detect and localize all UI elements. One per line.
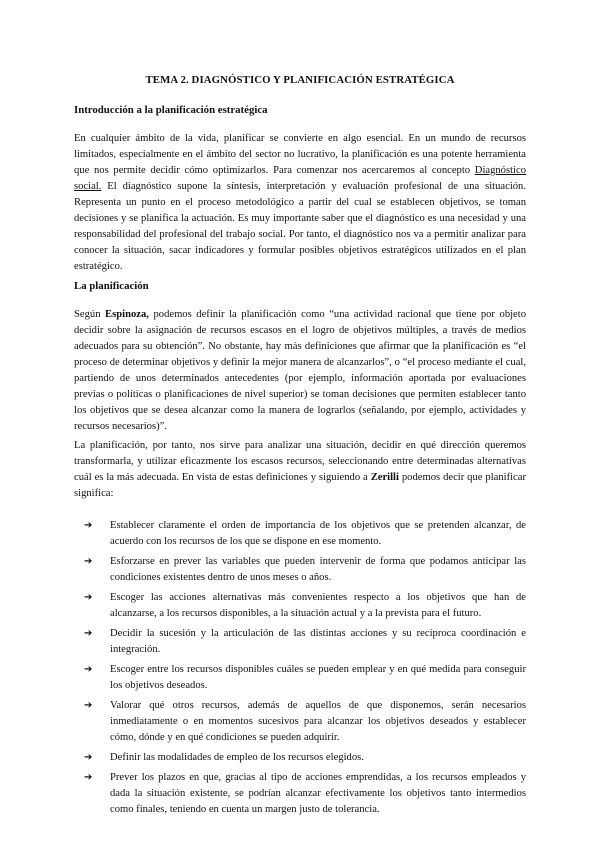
paragraph-introduccion <box>74 131 526 275</box>
list-item <box>84 554 526 586</box>
arrow-icon: ➔ <box>84 520 93 531</box>
author-zerilli: Zerilli <box>370 472 399 483</box>
arrow-icon: ➔ <box>84 556 93 567</box>
list-item <box>84 626 526 658</box>
list-item-text: Esforzarse en prever las variables que pueden intervenir de forma que podamos anticipar las condiciones existentes dentro de unos meses o años. <box>110 556 526 583</box>
arrow-icon: ➔ <box>84 664 93 675</box>
concept-diagnostico-social: Diagnóstico social. <box>74 165 526 192</box>
list-item-text: Escoger entre los recursos disponibles cuáles se pueden emplear y en qué medida para conseguir los objetivos deseados. <box>110 664 526 691</box>
paragraph-planificar <box>74 438 526 502</box>
list-item <box>84 518 526 550</box>
list-item <box>84 590 526 622</box>
list-item <box>84 698 526 746</box>
list-item-text: Establecer claramente el orden de importancia de los objetivos que se pretenden alcanzar, de acuerdo con los recursos de los que se dispone en ese momento. <box>110 520 526 547</box>
arrow-icon: ➔ <box>84 752 93 763</box>
arrow-icon: ➔ <box>84 700 93 711</box>
document-title: TEMA 2. DIAGNÓSTICO Y PLANIFICACIÓN ESTRATÉGICA <box>145 74 455 86</box>
section-heading-planificacion: La planificación <box>74 280 149 292</box>
list-item-text: Valorar qué otros recursos, además de aquellos de que disponemos, serán necesarios inmediatamente o en momentos sucesivos para alcanzar los objetivos deseados y establecer cómo, dónde y en qué condiciones se pueden adquirir. <box>110 700 526 743</box>
arrow-icon: ➔ <box>84 592 93 603</box>
paragraph-definicion <box>74 307 526 435</box>
paragraph-text: El diagnóstico supone la síntesis, interpretación y evaluación profesional de una situación. Representa un punto en el proceso metodológico a partir del cual se establecen objetivos, se toman decisiones y se planifica la actuación. Es muy importante saber que el diagnóstico es una necesidad y una responsabilidad del profesional del trabajo social. Por tanto, el diagnóstico nos va a permitir analizar para conocer la situación, sacar indicadores y formular posibles objetivos estratégicos utilizados en el plan estratégico. <box>74 181 526 272</box>
planificar-bullet-list <box>84 518 526 822</box>
paragraph-text: En cualquier ámbito de la vida, planificar se convierte en algo esencial. En un mundo de recursos limitados, especialmente en el ámbito del sector no lucrativo, la planificación es una potente herramienta que nos permite decidir cómo optimizarlos. Para comenzar nos acercaremos al concepto <box>74 133 526 176</box>
list-item <box>84 750 526 766</box>
author-espinoza: Espinoza, <box>105 309 149 320</box>
paragraph-text: podemos definir la planificación como “una actividad racional que tiene por objeto decidir sobre la asignación de recursos escasos en el logro de objetivos múltiples, a través de medios adecuados para su obtención”. No obstante, hay más definiciones que afirmar que la planificación es “el proceso de determinar objetivos y definir la mejor manera de alcanzarlos”, o “el proceso mediante el cual, partiendo de unos determinados antecedentes (por ejemplo, información aportada por evaluaciones previas o políticas o planificaciones de nivel superior) se toman decisiones que permiten establecer tanto los objetivos que se desea alcanzar como la manera de lograrlos (señalando, por ejemplo, actividades y recursos necesarios)”. <box>74 309 526 432</box>
arrow-icon: ➔ <box>84 772 93 783</box>
paragraph-text: podemos decir que planificar significa: <box>74 472 526 499</box>
arrow-icon: ➔ <box>84 628 93 639</box>
list-item-text: Prever los plazos en que, gracias al tipo de acciones emprendidas, a los recursos empleados y dada la situación existente, se podrían alcanzar efectivamente los objetivos tanto intermedios como finales, teniendo en cuenta un margen justo de tolerancia. <box>110 772 526 815</box>
list-item <box>84 662 526 694</box>
section-heading-introduccion: Introducción a la planificación estratégica <box>74 104 268 116</box>
list-item-text: Definir las modalidades de empleo de los recursos elegidos. <box>110 752 364 763</box>
list-item-text: Escoger las acciones alternativas más convenientes respecto a los objetivos que han de alcanzarse, a los recursos disponibles, a la situación actual y a la prevista para el futuro. <box>110 592 526 619</box>
paragraph-text: Según <box>74 309 106 320</box>
list-item <box>84 770 526 818</box>
list-item-text: Decidir la sucesión y la articulación de las distintas acciones y su recíproca coordinación e integración. <box>110 628 526 655</box>
paragraph-text: La planificación, por tanto, nos sirve para analizar una situación, decidir en qué dirección queremos transformarla, y utilizar eficazmente los escasos recursos, seleccionando entre determinadas alternativas cuál es la más adecuada. En vista de estas definiciones y siguiendo a <box>74 440 526 483</box>
